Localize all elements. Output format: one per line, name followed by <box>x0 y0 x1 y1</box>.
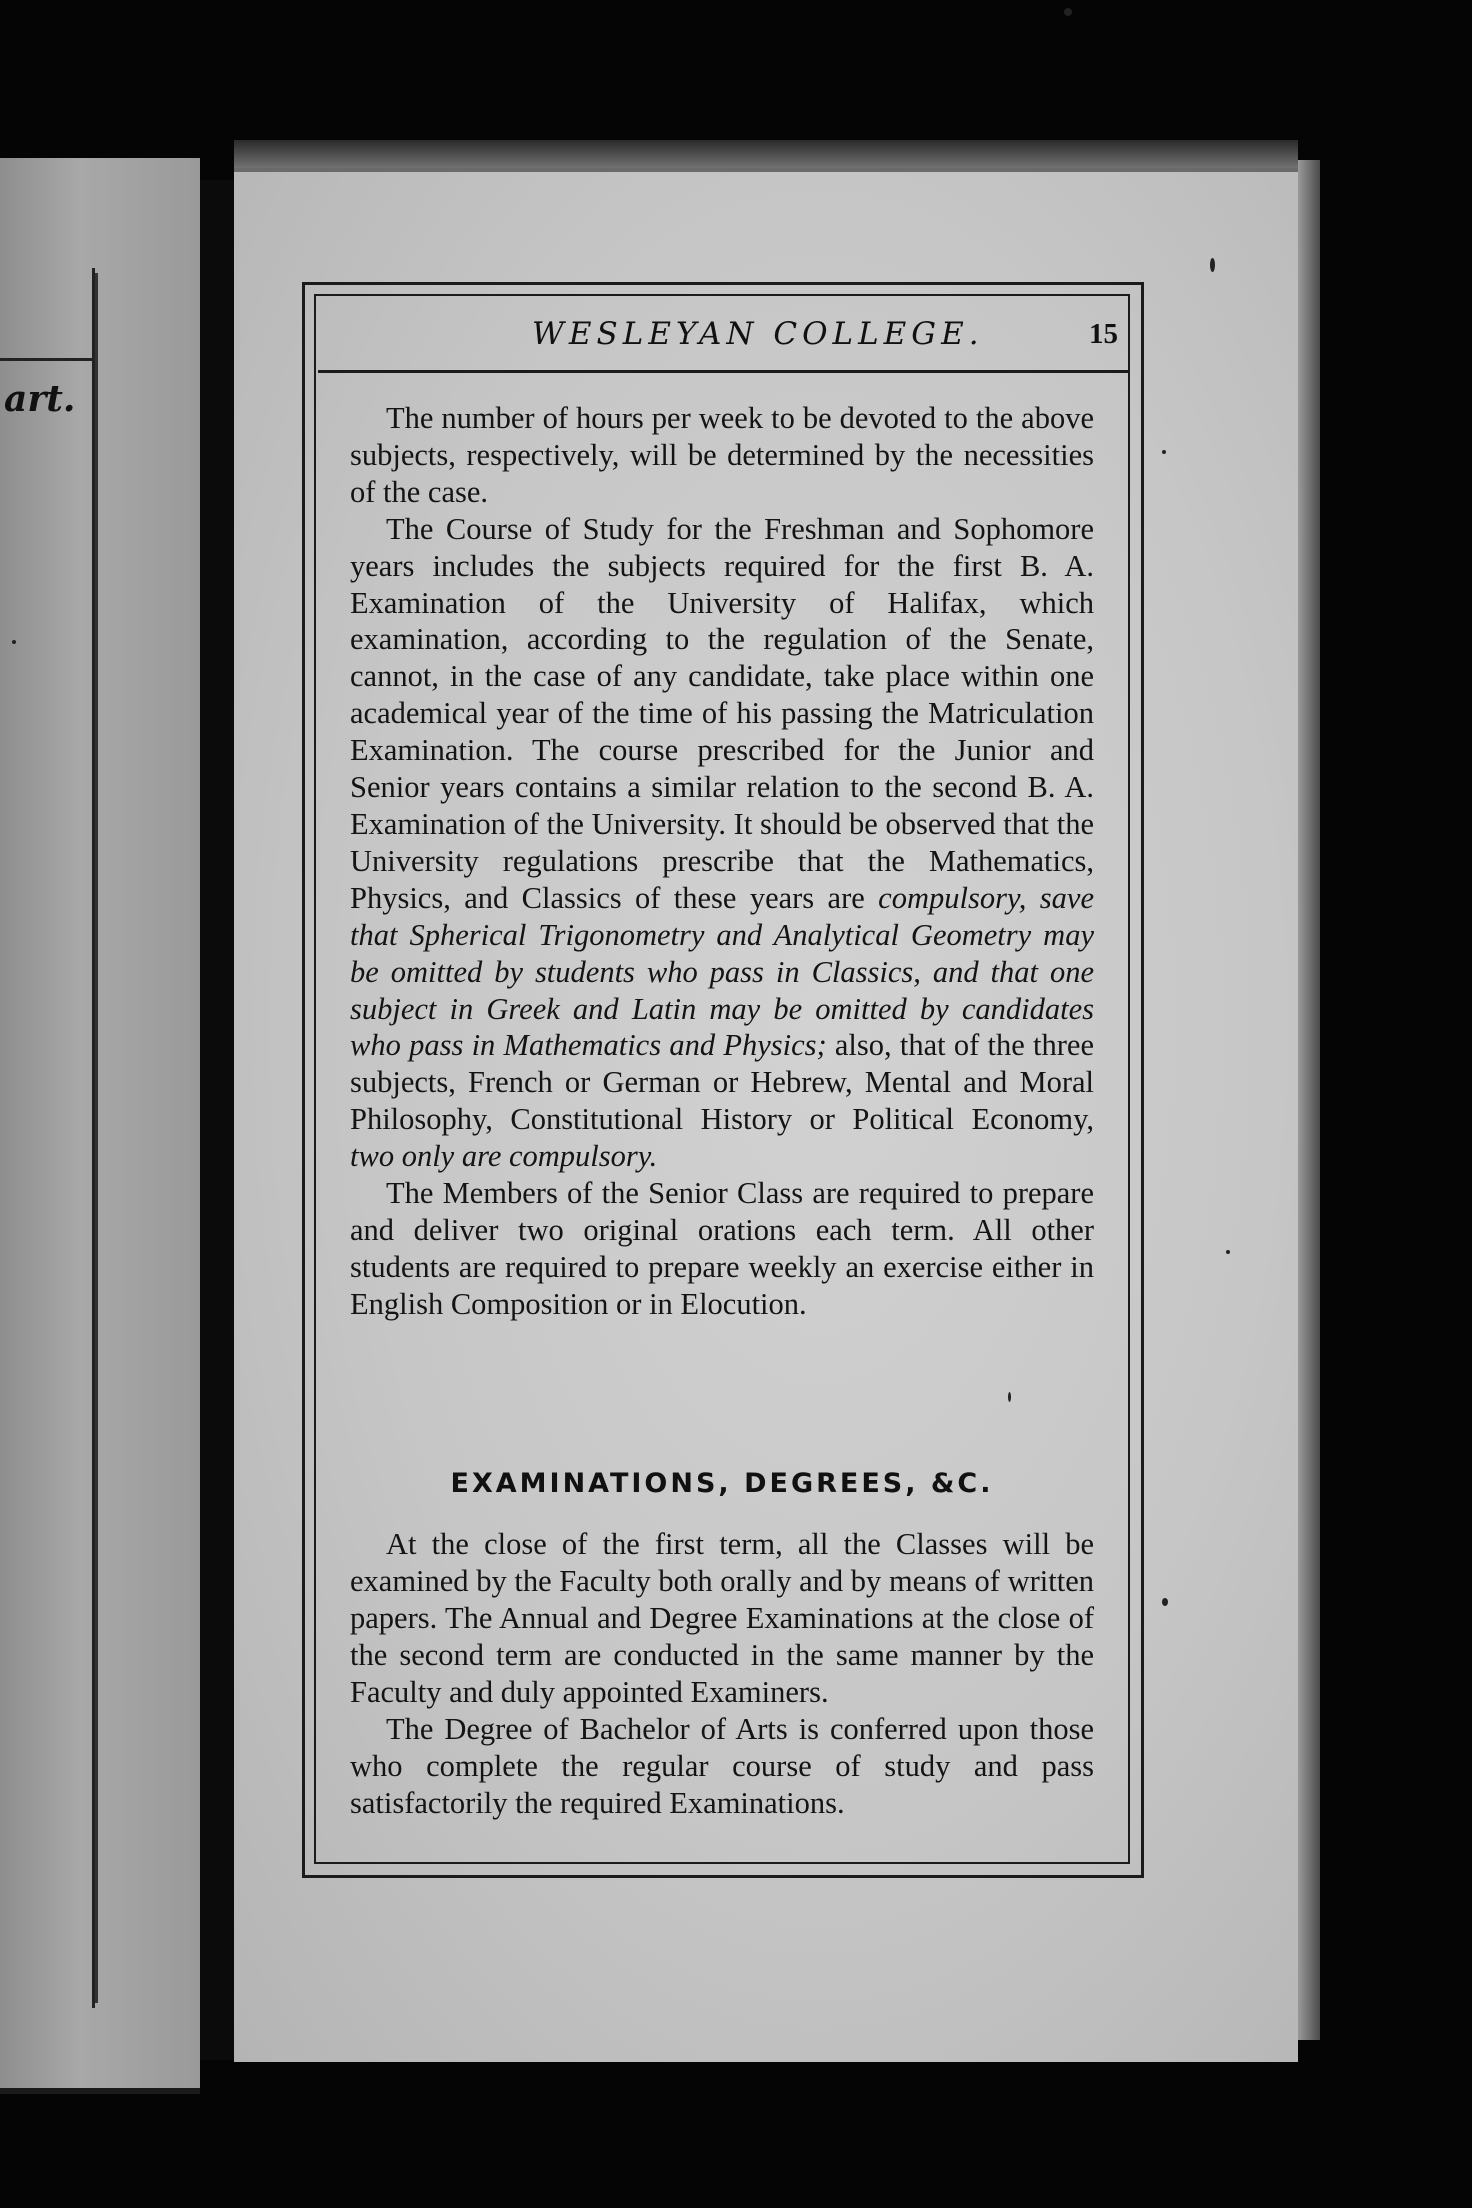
scan-speck <box>1162 450 1166 454</box>
page-top-edge <box>234 140 1298 170</box>
left-page-frame <box>0 268 95 2008</box>
book-gutter <box>200 180 234 2060</box>
course-text: The Course of Study for the Freshman and Sophomore years includes the subjects required for the first B. A. Examination of the University of Halifax, which examination, according to the regulation of the Senate, cannot, in the case of any candidate, take place within one academical year of the time of his passing the Matriculation Examination. The course prescribed for the Junior and Senior years contains a similar relation to the second B. A. Examination of the University. It should be observed that the University regulations prescribe that the Mathematics, Physics, and Classics of these years are <box>350 511 1094 915</box>
running-header <box>318 310 1128 360</box>
section-body-text <box>350 1526 1094 1822</box>
paragraph-examinations: At the close of the first term, all the Classes will be examined by the Faculty both orally and by means of written papers. The Annual and Degree Examinations at the close of the second term are conducted in the same manner by the Faculty and duly appointed Examiners. <box>350 1527 1094 1709</box>
paragraph-degree: The Degree of Bachelor of Arts is conferred upon those who complete the regular course of study and pass satisfactorily the required Examinations. <box>350 1712 1094 1820</box>
scan-speck <box>1210 258 1215 272</box>
page-number: 15 <box>1089 318 1118 350</box>
section-heading: EXAMINATIONS, DEGREES, &C. <box>450 1468 994 1499</box>
course-italic-clause: compulsory, save that Spherical Trigonometry and Analytical Geometry may be omitted by students who pass in Classics, and that one subject in Greek and Latin may be omitted by candidates who pass in Mathematics and Physics; <box>350 880 1095 1063</box>
scan-speck <box>12 640 16 644</box>
paragraph-orations: The Members of the Senior Class are required to prepare and deliver two original orations each term. All other students are required to prepare weekly an exercise either in English Composition or in Elocution. <box>350 1176 1094 1321</box>
paragraph-hours: The number of hours per week to be devoted to the above subjects, respectively, will be determined by the necessities of the case. <box>350 401 1094 509</box>
left-page-text-fragment: art. <box>4 378 76 420</box>
left-page-header-rule <box>0 358 92 361</box>
scan-speck <box>1162 1598 1168 1606</box>
course-text-continued: also, that of the three subjects, French or German or Hebrew, Mental and Moral Philosophy, Constitutional History or Political Economy, <box>350 1028 1094 1137</box>
body-text <box>350 400 1094 1323</box>
left-page-edge <box>0 158 200 2094</box>
course-italic-ending: two only are compulsory. <box>350 1139 658 1174</box>
running-title: WESLEYAN COLLEGE. <box>532 316 984 352</box>
scan-speck <box>1226 1250 1230 1254</box>
header-rule <box>318 370 1128 373</box>
page-right-edge <box>1298 160 1320 2040</box>
paragraph-course-of-study <box>350 511 1094 1175</box>
scan-speck <box>1064 8 1072 16</box>
scan-speck <box>1008 1392 1011 1402</box>
